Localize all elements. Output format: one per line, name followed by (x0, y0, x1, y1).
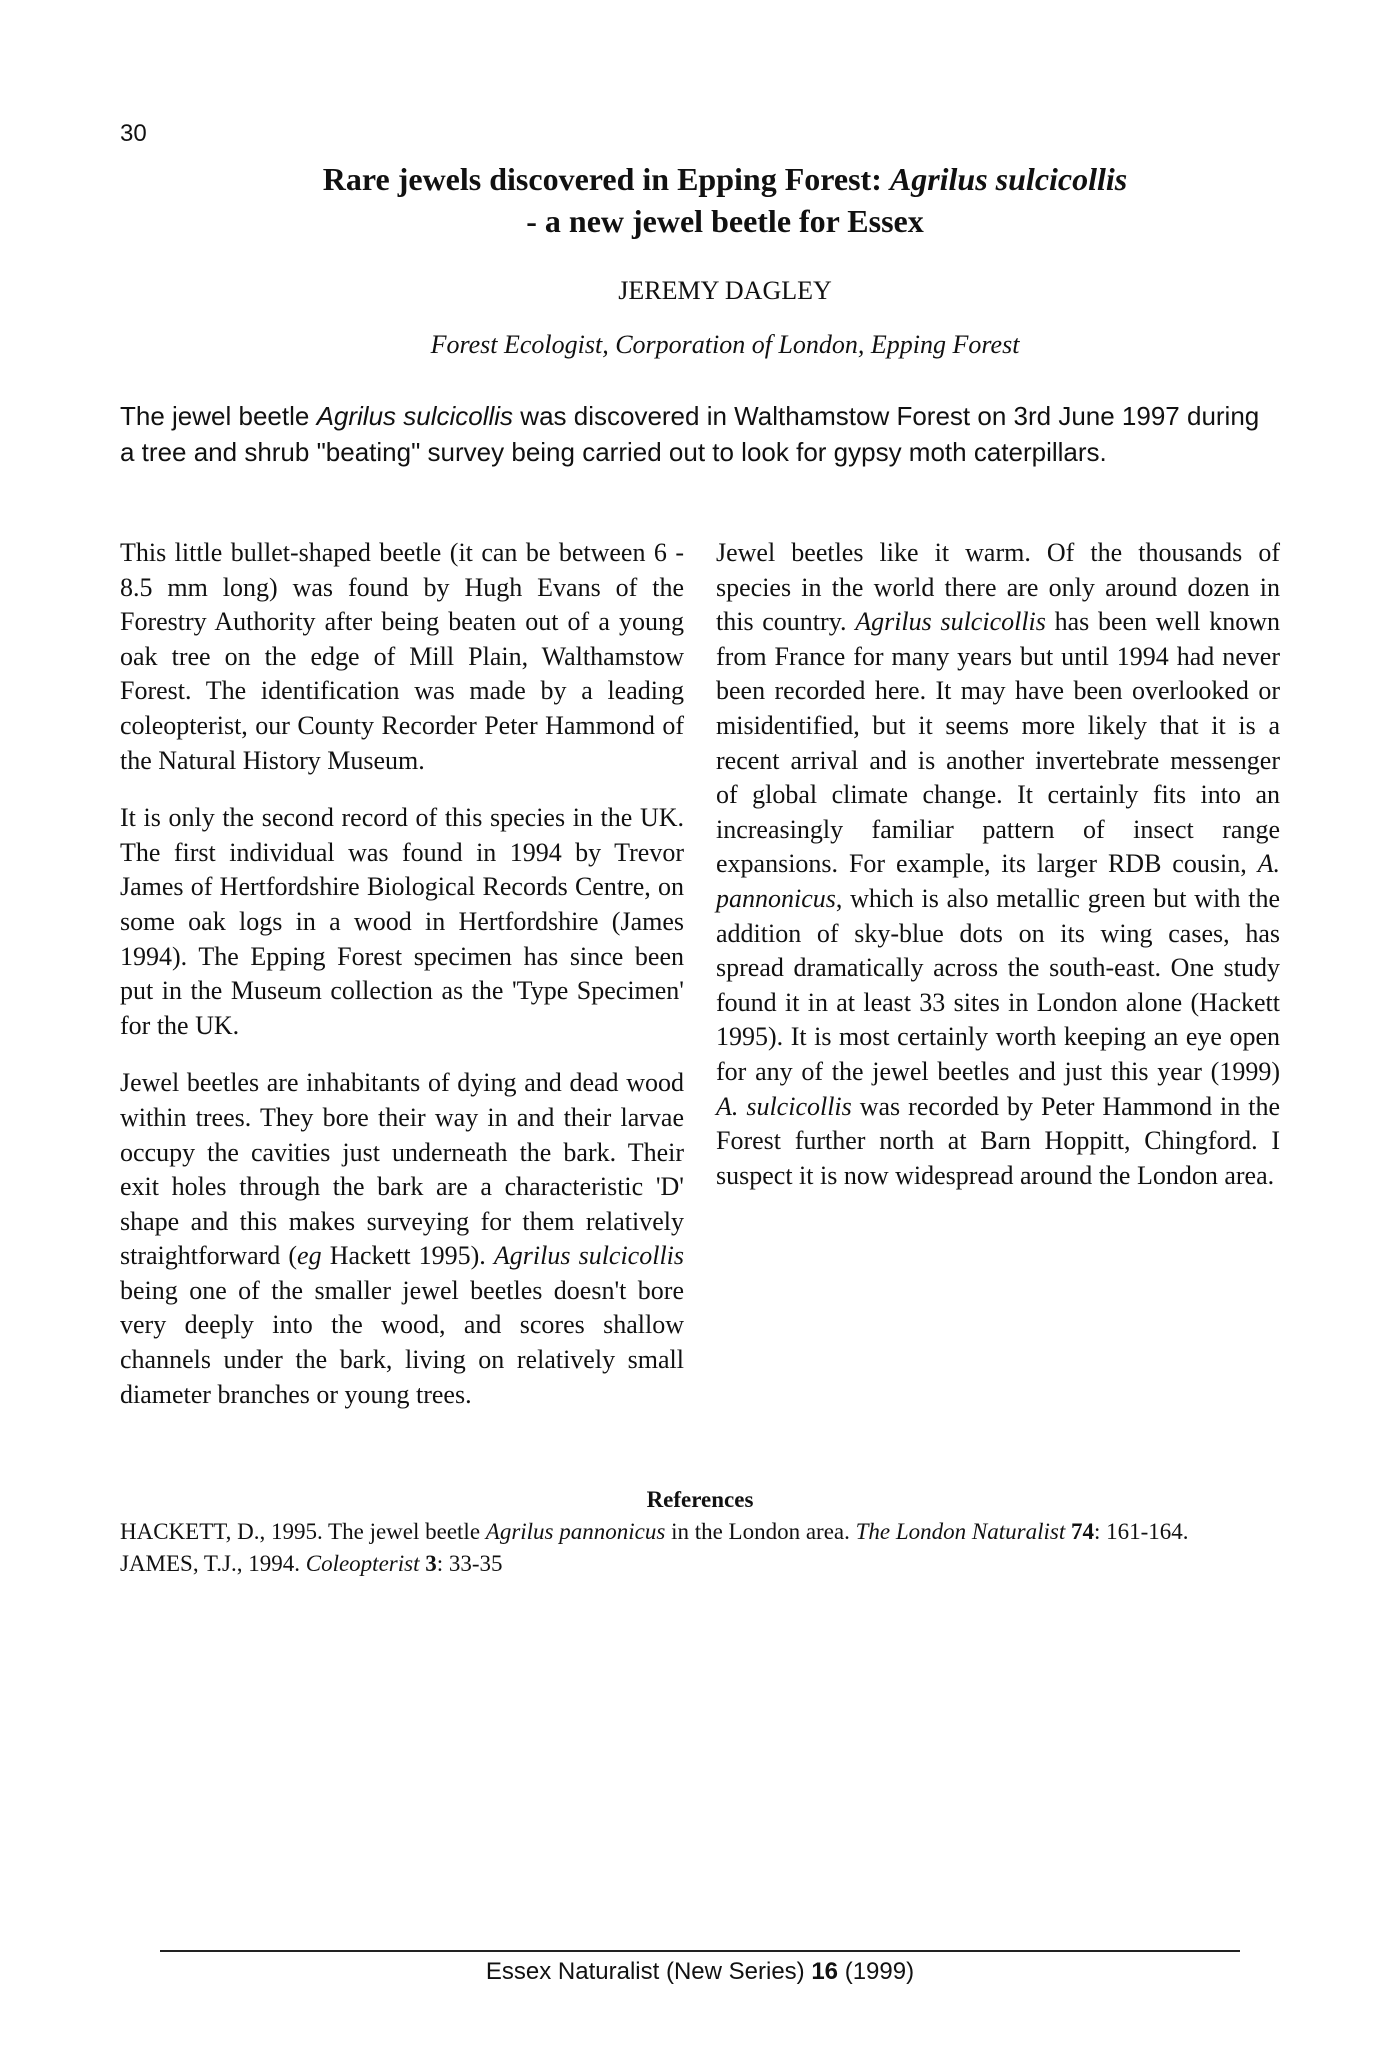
reference-text-mid: in the London area. (665, 1519, 856, 1544)
body-column-right (716, 536, 1280, 1216)
footer-divider (160, 1950, 1240, 1952)
paragraph-4-species-3: A. sulcicollis (716, 1091, 852, 1121)
reference-journal: The London Naturalist (855, 1519, 1066, 1544)
body-column-left (120, 536, 684, 1435)
paragraph-3-text: Jewel beetles are inhabitants of dying and dead wood within trees. They bore their way in and their larvae occupy the cavities just underneath the bark. Their exit holes through the bark are a characteristic 'D' shape and this makes surveying for them relatively straightforward ( (120, 1068, 684, 1271)
paragraph-1: This little bullet-shaped beetle (it can be between 6 - 8.5 mm long) was found by Hugh Evans of the Forestry Authority after being beaten out of a young oak tree on the edge of Mill Plain, Walthamstow Forest. The identification was made by a leading coleopterist, our County Recorder Peter Hammond of the Natural History Museum. (120, 538, 684, 775)
reference-species: Agrilus pannonicus (485, 1519, 666, 1544)
paragraph-4 (716, 536, 1280, 1193)
paragraph-3-text-c: being one of the smaller jewel beetles doesn't bore very deeply into the wood, and scores shallow channels under the bark, living on relatively small diameter branches or young trees. (120, 1275, 684, 1409)
paragraph-4-species-2: A. pannonicus (716, 849, 1280, 913)
abstract (120, 398, 1280, 470)
abstract-species: Agrilus sulcicollis (316, 401, 514, 431)
reference-item (120, 1516, 1280, 1548)
reference-text: JAMES, T.J., 1994. (120, 1551, 306, 1576)
paragraph-3-text-b: Hackett 1995). (321, 1241, 494, 1271)
paragraph-4-text-b: has been well known from France for many years but until 1994 had never been recorded here. It may have been overlooked or misidentified, but it seems more likely that it is a recent arrival and is another invertebrate messenger of global climate change. It certainly fits into an increasingly familiar pattern of insect range expansions. For example, its larger RDB cousin, (716, 607, 1280, 879)
reference-item (120, 1548, 1280, 1580)
reference-pages: : 161-164. (1094, 1519, 1189, 1544)
article-title (150, 158, 1300, 242)
page-number: 30 (120, 120, 147, 147)
footer-journal: Essex Naturalist (New Series) (485, 1958, 812, 1985)
title-line-2: - a new jewel beetle for Essex (526, 203, 924, 239)
paragraph-2: It is only the second record of this species in the UK. The first individual was found in 1994 by Trevor James of Hertfordshire Biological Records Centre, on some oak logs in a wood in Hertfordshire (James 1994). The Epping Forest specimen has since been put in the Museum collection as the 'Type Specimen' for the UK. (120, 803, 684, 1040)
paragraph-4-text-d: was recorded by Peter Hammond in the Forest further north at Barn Hoppitt, Chingford. I suspect it is now widespread around the London area. (716, 1091, 1280, 1190)
paragraph-4-text: Jewel beetles like it warm. Of the thousands of species in the world there are only around dozen in this country. (716, 538, 1280, 637)
reference-journal: Coleopterist (305, 1551, 420, 1576)
footer-volume: 16 (811, 1958, 839, 1985)
paragraph-3 (120, 1066, 684, 1412)
references-list (120, 1516, 1280, 1580)
reference-volume: 3 (419, 1551, 437, 1576)
references-heading: References (646, 1487, 754, 1512)
reference-volume: 74 (1065, 1519, 1094, 1544)
title-text: Rare jewels discovered in Epping Forest: (322, 161, 890, 197)
paragraph-3-species: Agrilus sulcicollis (493, 1241, 685, 1271)
page-footer (160, 1958, 1240, 1986)
author-name: JEREMY DAGLEY (618, 276, 832, 305)
title-line-1 (150, 158, 1300, 200)
reference-text: HACKETT, D., 1995. The jewel beetle (120, 1519, 486, 1544)
paragraph-4-text-c: , which is also metallic green but with the addition of sky-blue dots on its wing cases, has spread dramatically across the south-east. One study found it in at least 33 sites in London alone (Hackett 1995). It is most certainly worth keeping an eye open for any of the jewel beetles and just this year (1999) (716, 883, 1280, 1086)
abstract-text: The jewel beetle (120, 401, 317, 431)
title-species: Agrilus sulcicollis (889, 161, 1128, 197)
author-affiliation: Forest Ecologist, Corporation of London, Epping Forest (430, 330, 1020, 359)
abstract-text-cont: was discovered in Walthamstow Forest on 3rd June 1997 during a tree and shrub "beating" survey being carried out to look for gypsy moth caterpillars. (120, 401, 1260, 467)
footer-year: (1999) (838, 1958, 915, 1985)
paragraph-4-species: Agrilus sulcicollis (855, 607, 1046, 637)
paragraph-3-eg: eg (297, 1241, 322, 1271)
reference-pages: : 33-35 (436, 1551, 503, 1576)
